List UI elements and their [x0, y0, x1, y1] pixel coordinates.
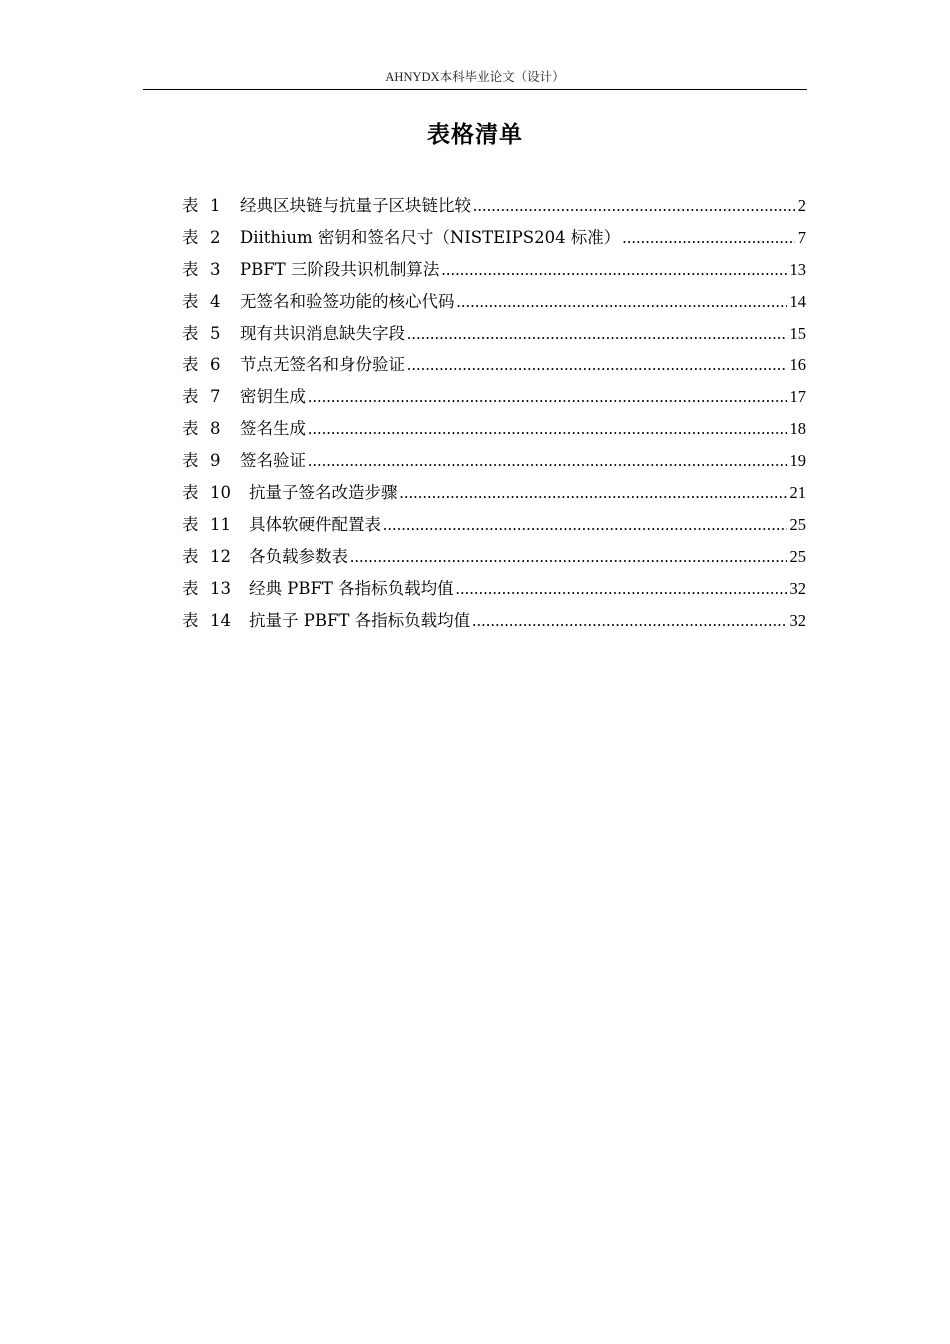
toc-entry-page: 21: [789, 483, 806, 503]
toc-entry-title: 密钥生成: [240, 387, 306, 407]
toc-entry-prefix: 表: [182, 578, 199, 598]
toc-entry-page: 19: [789, 451, 806, 471]
toc-entry-label: [182, 509, 249, 541]
toc-entry-number: 1: [210, 196, 221, 215]
toc-dot-leader: [308, 445, 787, 477]
toc-entry-prefix: 表: [182, 610, 199, 630]
toc-entry-title: 现有共识消息缺失字段: [240, 323, 405, 343]
toc-entry-title: 无签名和验签功能的核心代码: [240, 291, 455, 311]
toc-entry-prefix: 表: [182, 419, 199, 439]
toc-entry-prefix: 表: [182, 451, 199, 471]
toc-entry-title: 各负载参数表: [249, 546, 348, 566]
toc-entry-title: 经典区块链与抗量子区块链比较: [240, 196, 471, 215]
toc-entry-prefix: 表: [182, 355, 199, 375]
toc-entry-label: [182, 254, 240, 286]
toc-entry-title: 签名生成: [240, 419, 306, 439]
toc-entry-label: [182, 222, 240, 254]
toc-entry-label: [182, 541, 249, 573]
toc-entry[interactable]: [182, 413, 806, 445]
toc-entry-label: [182, 573, 249, 605]
toc-entry-title: PBFT 三阶段共识机制算法: [240, 259, 440, 279]
toc-entry-page: 25: [789, 514, 806, 534]
header-rule: [143, 89, 807, 90]
toc-entry[interactable]: [182, 190, 806, 222]
toc-dot-leader: [472, 605, 786, 637]
toc-entry-page: 14: [789, 291, 806, 311]
toc-entry-number: 10: [210, 483, 231, 503]
toc-entry-number: 8: [210, 419, 221, 439]
toc-entry-number: 4: [210, 291, 221, 311]
toc-entry-title: 经典 PBFT 各指标负载均值: [249, 578, 454, 598]
toc-entry-number: 6: [210, 355, 221, 375]
toc-entry-page: 17: [789, 387, 806, 407]
toc-entry[interactable]: [182, 349, 806, 381]
toc-entry[interactable]: [182, 573, 806, 605]
toc-entry-number: 9: [210, 451, 221, 471]
toc-dot-leader: [400, 477, 787, 509]
toc-entry-prefix: 表: [182, 483, 199, 503]
toc-entry-page: 16: [789, 355, 806, 375]
toc-entry-label: [182, 605, 249, 637]
toc-entry-page: 32: [789, 578, 806, 598]
toc-entry[interactable]: [182, 254, 806, 286]
toc-entry[interactable]: [182, 445, 806, 477]
toc-entry-page: 25: [789, 546, 806, 566]
toc-entry-title: 节点无签名和身份验证: [240, 355, 405, 375]
toc-entry-page: 2: [797, 196, 806, 215]
toc-entry[interactable]: [182, 318, 806, 350]
toc-dot-leader: [308, 381, 787, 413]
toc-entry-prefix: 表: [182, 196, 199, 215]
toc-entry[interactable]: [182, 541, 806, 573]
toc-entry-number: 3: [210, 259, 221, 279]
toc-entry-number: 12: [210, 546, 231, 566]
toc-entry[interactable]: [182, 477, 806, 509]
toc-entry[interactable]: [182, 509, 806, 541]
toc-entry[interactable]: [182, 286, 806, 318]
toc-entry-label: [182, 445, 240, 477]
toc-entry-label: [182, 381, 240, 413]
toc-entry-title: 抗量子 PBFT 各指标负载均值: [249, 610, 471, 630]
toc-entry[interactable]: [182, 381, 806, 413]
toc-dot-leader: [383, 509, 787, 541]
toc-dot-leader: [473, 190, 795, 222]
toc-entry[interactable]: [182, 605, 806, 637]
toc-entry-page: 7: [797, 227, 806, 247]
toc-entry-title: 具体软硬件配置表: [249, 514, 381, 534]
toc-dot-leader: [441, 254, 786, 286]
toc-entry-number: 14: [210, 610, 231, 630]
toc-entry-prefix: 表: [182, 546, 199, 566]
toc-entry-prefix: 表: [182, 259, 199, 279]
toc-entry-number: 2: [210, 227, 221, 247]
toc-entry[interactable]: [182, 222, 806, 254]
toc-dot-leader: [308, 413, 787, 445]
page-title: 表格清单: [427, 122, 523, 148]
toc-entry-number: 13: [210, 578, 231, 598]
table-list: [182, 190, 806, 636]
toc-entry-label: [182, 286, 240, 318]
toc-entry-number: 5: [210, 323, 221, 343]
toc-entry-prefix: 表: [182, 387, 199, 407]
toc-entry-prefix: 表: [182, 323, 199, 343]
toc-entry-page: 32: [789, 610, 806, 630]
toc-entry-label: [182, 477, 249, 509]
toc-entry-title: Diithium 密钥和签名尺寸（NISTEIPS204 标准）: [240, 227, 621, 247]
toc-entry-prefix: 表: [182, 227, 199, 247]
toc-dot-leader: [350, 541, 787, 573]
toc-dot-leader: [456, 573, 787, 605]
toc-entry-title: 抗量子签名改造步骤: [249, 483, 398, 503]
toc-entry-number: 7: [210, 387, 221, 407]
toc-entry-title: 签名验证: [240, 451, 306, 471]
toc-dot-leader: [622, 222, 794, 254]
toc-dot-leader: [457, 286, 787, 318]
toc-dot-leader: [407, 349, 787, 381]
toc-entry-page: 18: [789, 419, 806, 439]
toc-entry-prefix: 表: [182, 291, 199, 311]
toc-entry-label: [182, 349, 240, 381]
toc-entry-number: 11: [210, 514, 231, 534]
toc-entry-label: [182, 190, 240, 222]
toc-entry-page: 13: [789, 259, 806, 279]
running-header: AHNYDX本科毕业论文（设计）: [385, 70, 565, 84]
toc-entry-label: [182, 413, 240, 445]
toc-dot-leader: [407, 318, 787, 350]
toc-entry-prefix: 表: [182, 514, 199, 534]
toc-entry-page: 15: [789, 323, 806, 343]
toc-entry-label: [182, 318, 240, 350]
